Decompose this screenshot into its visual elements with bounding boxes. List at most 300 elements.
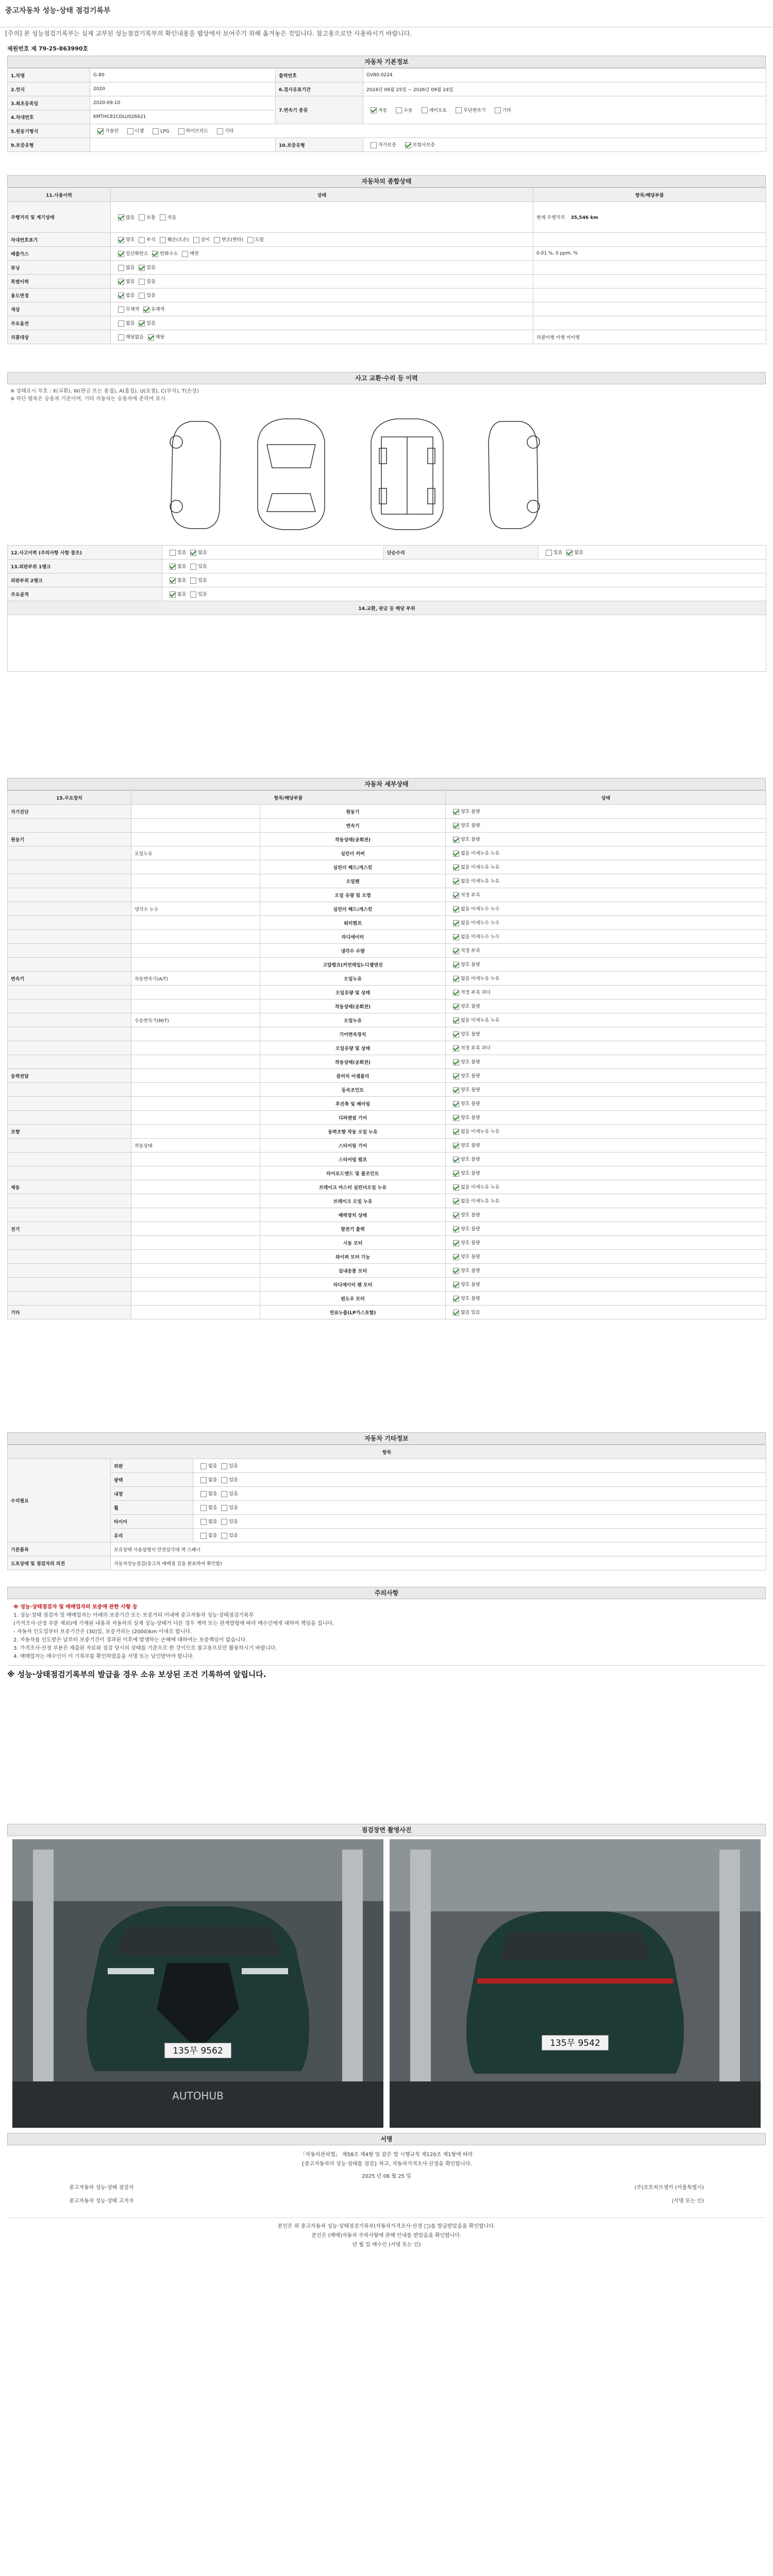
- car-name-value: G-80: [90, 69, 276, 82]
- table-row: [8, 1125, 766, 1139]
- detail-status-text: 없음 미세누유 누유: [461, 976, 500, 982]
- table-row: [8, 1543, 766, 1556]
- extra-options: 없음 있음: [193, 1529, 766, 1543]
- overview-label: 색상: [8, 302, 111, 316]
- detail-status: [446, 1111, 766, 1125]
- detail-section: [0, 778, 773, 1319]
- detail-item: 오일유량 및 상태: [260, 1041, 446, 1055]
- detail-item: 오일유량 및 상태: [260, 986, 446, 999]
- table-row: [8, 587, 766, 601]
- detail-subgroup: [131, 1278, 260, 1292]
- detail-subgroup: [131, 1236, 260, 1250]
- checkbox-icon: [182, 251, 188, 257]
- detail-status: [446, 1027, 766, 1041]
- detail-status-text: 양호 불량: [461, 1101, 480, 1107]
- detail-subgroup: [131, 1166, 260, 1180]
- detail-status-text: 양호 불량: [461, 1296, 480, 1302]
- table-row: [8, 972, 766, 986]
- detail-status: [446, 1153, 766, 1166]
- detail-subgroup: [131, 1153, 260, 1166]
- overview-options: 많음 보통 적음: [111, 202, 533, 233]
- checkbox-icon: [396, 107, 402, 113]
- table-row: [8, 1111, 766, 1125]
- overview-note: [533, 302, 766, 316]
- check-icon: [453, 851, 459, 857]
- detail-status: [446, 833, 766, 846]
- checkbox-icon: [200, 1519, 207, 1525]
- detail-status: [446, 805, 766, 819]
- transmission-options: [363, 96, 766, 124]
- table-row: [8, 202, 766, 233]
- table-row: [8, 1083, 766, 1097]
- fuel-option[interactable]: LPG: [148, 128, 169, 134]
- overview-options: 없음 있음: [111, 275, 533, 289]
- table-row: [8, 819, 766, 833]
- overview-label: 특별이력: [8, 275, 111, 289]
- detail-item: 작동상태(공회전): [260, 833, 446, 846]
- detail-status: [446, 1166, 766, 1180]
- fuel-option[interactable]: 가솔린: [93, 127, 119, 134]
- detail-group: [8, 1250, 131, 1264]
- detail-status-text: 없음 미세누유 누유: [461, 1185, 500, 1191]
- signature-line: 「자동차관리법」 제58조 제4항 및 같은 법 시행규칙 제120조 제1항에 따라: [300, 2152, 473, 2158]
- checkbox-icon: [200, 1477, 207, 1483]
- check-icon: [453, 920, 459, 926]
- overview-note: [533, 316, 766, 330]
- detail-group: 조향: [8, 1125, 131, 1139]
- warranty-type-label: 10.보증유형: [276, 138, 363, 152]
- table-row: [8, 573, 766, 587]
- detail-subgroup: [131, 1208, 260, 1222]
- check-icon: [170, 564, 176, 570]
- opinion-value: 자동차성능점검(중고차 매매점 검을 완료하여 확인함): [111, 1556, 766, 1570]
- detail-group: 제동: [8, 1180, 131, 1194]
- car-outline-diagram: [129, 406, 644, 540]
- detail-group: [8, 1278, 131, 1292]
- detail-group: [8, 1139, 131, 1153]
- detail-group: [8, 1111, 131, 1125]
- detail-group: [8, 916, 131, 930]
- rear-car-image: [390, 1839, 761, 2128]
- detail-group: [8, 1041, 131, 1055]
- rear-plate-text: 135무 9542: [550, 2038, 600, 2048]
- check-icon: [453, 1143, 459, 1149]
- checkbox-icon: [139, 279, 145, 285]
- table-row: [8, 902, 766, 916]
- first-reg-label: 3.최초등록일: [8, 96, 90, 110]
- detail-subgroup: [131, 930, 260, 944]
- check-icon: [453, 948, 459, 954]
- accident-section: [0, 372, 773, 672]
- detail-group: [8, 1292, 131, 1306]
- detail-status: [446, 986, 766, 999]
- extra-title: 자동차 기타정보: [7, 1432, 766, 1445]
- confirm-line: 본인은 (매매)자동차 주차사항에 관해 안내를 받았음을 확인합니다.: [311, 2233, 462, 2239]
- detail-status: [446, 1236, 766, 1250]
- detail-group: 자기진단: [8, 805, 131, 819]
- overview-options: 일산화탄소 탄화수소 매연: [111, 247, 533, 261]
- overview-header: 11.사용이력: [8, 188, 111, 202]
- caution-heading: ※ 성능·상태점검자 및 매매업자의 보증에 관한 사항 등: [13, 1604, 138, 1610]
- checkbox-icon: [546, 550, 552, 556]
- checkbox-icon: [221, 1505, 227, 1511]
- detail-group: [8, 860, 131, 874]
- detail-subgroup: 수동변속기(M/T): [131, 1013, 260, 1027]
- detail-subgroup: 자동변속기(A/T): [131, 972, 260, 986]
- detail-status-text: 양호 불량: [461, 1074, 480, 1079]
- check-icon: [190, 550, 196, 556]
- transmission-option[interactable]: 기타: [491, 107, 511, 114]
- transmission-option[interactable]: 자동: [366, 107, 387, 114]
- table-row: [8, 1501, 766, 1515]
- table-row: [8, 1556, 766, 1570]
- mileage-value: 35,546 km: [570, 215, 598, 221]
- detail-subgroup: [131, 819, 260, 833]
- check-icon: [453, 1310, 459, 1316]
- detail-status-text: 없음 미세누유 누유: [461, 865, 500, 871]
- table-row: [8, 1180, 766, 1194]
- check-icon: [118, 237, 124, 243]
- table-row: [8, 833, 766, 846]
- front-car-image: [12, 1839, 383, 2128]
- detail-item: 실린더 커버: [260, 846, 446, 860]
- document-number-value: 79-25-863990호: [38, 45, 89, 52]
- detail-item: 발전기 출력: [260, 1222, 446, 1236]
- extra-options: 없음 있음: [193, 1487, 766, 1501]
- table-row: [8, 1097, 766, 1111]
- overview-label: 주행거리 및 계기상태: [8, 202, 111, 233]
- check-icon: [453, 823, 459, 829]
- caution-notes: [7, 1599, 766, 1666]
- table-row: [8, 999, 766, 1013]
- extra-section: [0, 1432, 773, 1570]
- accident-label: 13.외판부위 1랭크: [8, 560, 162, 573]
- detail-status: [446, 1278, 766, 1292]
- overview-note: [533, 261, 766, 275]
- table-row: [8, 791, 766, 805]
- warranty-options: [363, 138, 766, 152]
- transmission-option[interactable]: 수동: [392, 107, 412, 114]
- transmission-option[interactable]: 무단변속기: [451, 107, 485, 114]
- legend-line: ※ 하단 항목은 승용차 기준이며, 기타 자동차는 승용차에 준하여 표시: [10, 396, 165, 402]
- detail-status: [446, 1264, 766, 1278]
- check-icon: [453, 1296, 459, 1302]
- detail-group: [8, 930, 131, 944]
- detail-item: 오일누유: [260, 972, 446, 986]
- table-row: [8, 1445, 766, 1459]
- recall-label: 리콜이행: [536, 335, 554, 341]
- detail-header: 상태: [446, 791, 766, 805]
- check-icon: [453, 1171, 459, 1177]
- fuel-option[interactable]: 하이브리드: [174, 127, 208, 134]
- checkbox-icon: [139, 237, 145, 243]
- first-reg-value: 2020-09-10: [90, 96, 276, 110]
- check-icon: [453, 1129, 459, 1135]
- caution-line: (가격조사·산정 부분 제외)에 기재된 내용과 자동차의 실제 성능·상태가 다른 경우 계약 또는 관계법령에 따라 매수인에게 대하여 책임을 집니다.: [13, 1621, 334, 1626]
- checkbox-icon: [118, 320, 124, 327]
- detail-subgroup: [131, 888, 260, 902]
- detail-subgroup: [131, 860, 260, 874]
- front-photo: [12, 1839, 383, 2128]
- detail-item: 연료누출(LP가스포함): [260, 1306, 446, 1319]
- detail-subgroup: [131, 1264, 260, 1278]
- check-icon: [152, 251, 158, 257]
- detail-group: [8, 1264, 131, 1278]
- extra-item: 외판: [111, 1459, 193, 1473]
- detail-item: 워터펌프: [260, 916, 446, 930]
- detail-status: [446, 1097, 766, 1111]
- table-row: [8, 1222, 766, 1236]
- table-row: [8, 986, 766, 999]
- table-row: [8, 601, 766, 615]
- detail-status-text: 양호 불량: [461, 1171, 480, 1177]
- detail-status: [446, 888, 766, 902]
- checkbox-icon: [200, 1533, 207, 1539]
- detail-item: 작동상태(공회전): [260, 1055, 446, 1069]
- detail-group: [8, 846, 131, 860]
- dealer-row: [7, 2195, 766, 2208]
- overview-header: 항목/해당부품: [533, 188, 766, 202]
- detail-status: [446, 1125, 766, 1139]
- diagram-legend: [0, 384, 773, 406]
- detail-status: [446, 1306, 766, 1319]
- check-icon: [453, 809, 459, 815]
- detail-subgroup: [131, 944, 260, 958]
- year-label: 2.연식: [8, 82, 90, 96]
- overview-label: 리콜대상: [8, 330, 111, 344]
- replaced-parts-area: [8, 615, 766, 672]
- detail-subgroup: [131, 1306, 260, 1319]
- check-icon: [453, 976, 459, 982]
- detail-status: [446, 1013, 766, 1027]
- recall-value: 이행 미이행: [556, 335, 580, 341]
- check-icon: [453, 1045, 459, 1052]
- detail-status: [446, 972, 766, 986]
- detail-subgroup: [131, 1069, 260, 1083]
- check-icon: [405, 142, 411, 148]
- simple-repair-label: 단순수리: [384, 546, 539, 560]
- detail-group: [8, 902, 131, 916]
- table-row: [8, 1194, 766, 1208]
- detail-status: [446, 1041, 766, 1055]
- check-icon: [566, 550, 573, 556]
- detail-status: [446, 999, 766, 1013]
- detail-status: [446, 958, 766, 972]
- detail-subgroup: [131, 1041, 260, 1055]
- caution-line: 2. 자동차를 인도받은 날부터 보증기간이 경과된 이후에 발생하는 손해에 대하여는 보증책임이 없습니다.: [13, 1637, 247, 1643]
- detail-status: [446, 1055, 766, 1069]
- detail-subgroup: [131, 1027, 260, 1041]
- overview-options: 무채색 유채색: [111, 302, 533, 316]
- car-diagram: [0, 406, 773, 545]
- checkbox-icon: [200, 1505, 207, 1511]
- detail-group: [8, 958, 131, 972]
- detail-status-text: 양호 불량: [461, 1032, 480, 1038]
- overview-note: [533, 233, 766, 247]
- table-row: [8, 560, 766, 573]
- caution-line: - 자동차 인도일부터 보증기간은 (30)일, 보증거리는 (2000)km 이내로 합니다.: [13, 1629, 192, 1635]
- check-icon: [453, 1282, 459, 1288]
- checkbox-icon: [247, 237, 254, 243]
- detail-status: [446, 902, 766, 916]
- detail-status: [446, 944, 766, 958]
- basic-info-section: [0, 56, 773, 152]
- photos-title: 점검장면 촬영사진: [7, 1824, 766, 1836]
- checkbox-icon: [200, 1491, 207, 1497]
- opinion-label: 도포상태 및 점검자의 의견: [8, 1556, 111, 1570]
- detail-status-text: 양호 불량: [461, 823, 480, 829]
- print-no-value: GV80-0224: [363, 69, 766, 82]
- detail-status: [446, 819, 766, 833]
- detail-item: 클러치 어셈블리: [260, 1069, 446, 1083]
- check-icon: [139, 265, 145, 271]
- detail-item: 실린더 헤드/개스킷: [260, 860, 446, 874]
- vin-value: KMTHC81CDLU026621: [90, 110, 276, 124]
- table-row: [8, 69, 766, 82]
- detail-item: 윈도우 모터: [260, 1292, 446, 1306]
- overview-label: 주요옵션: [8, 316, 111, 330]
- detail-group: [8, 1013, 131, 1027]
- detail-item: 스티어링 펌프: [260, 1153, 446, 1166]
- table-row: [8, 302, 766, 316]
- detail-item: 와이퍼 모터 기능: [260, 1250, 446, 1264]
- detail-group: [8, 986, 131, 999]
- basic-items-value: 보유상태 사용설명서 안전삼각대 잭 스패너: [111, 1543, 766, 1556]
- detail-status-text: 양호 불량: [461, 837, 480, 843]
- check-icon: [453, 1073, 459, 1079]
- checkbox-icon: [422, 107, 428, 113]
- signature-date: 2025 년 06 월 25 일: [362, 2174, 411, 2179]
- detail-item: 브레이크 오일 누유: [260, 1194, 446, 1208]
- table-row: [8, 805, 766, 819]
- detail-group: [8, 1166, 131, 1180]
- basic-info-table: [7, 68, 766, 152]
- checkbox-icon: [193, 237, 199, 243]
- checkbox-icon: [214, 237, 220, 243]
- detail-item: 라디에이터: [260, 930, 446, 944]
- extra-item: 휠: [111, 1501, 193, 1515]
- detail-group: [8, 1027, 131, 1041]
- check-icon: [453, 1254, 459, 1260]
- table-row: [8, 615, 766, 672]
- overview-table: [7, 188, 766, 344]
- vin-label: 4.차대번호: [8, 110, 90, 124]
- replaced-parts-title: 14.교환, 판금 등 해당 부위: [8, 601, 766, 615]
- detail-subgroup: [131, 1194, 260, 1208]
- fuel-option[interactable]: 기타: [213, 127, 233, 134]
- table-row: [8, 124, 766, 138]
- overview-label: 튜닝: [8, 261, 111, 275]
- table-row: [8, 1166, 766, 1180]
- detail-title: 자동차 세부상태: [7, 778, 766, 790]
- signature-area: [7, 2145, 766, 2250]
- detail-group: [8, 1097, 131, 1111]
- check-icon: [453, 1087, 459, 1093]
- table-row: [8, 930, 766, 944]
- detail-status-text: 양호 불량: [461, 1282, 480, 1288]
- table-row: [8, 1069, 766, 1083]
- checkbox-icon: [127, 128, 133, 134]
- detail-subgroup: [131, 1097, 260, 1111]
- detail-status: [446, 916, 766, 930]
- detail-status-text: 없음 미세누수 누수: [461, 907, 500, 912]
- table-row: [8, 330, 766, 344]
- checkbox-icon: [190, 578, 196, 584]
- detail-item: 냉각수 수량: [260, 944, 446, 958]
- caution-title: 주의사항: [7, 1587, 766, 1599]
- extra-item: 광택: [111, 1473, 193, 1487]
- basic-items-label: 기본품목: [8, 1543, 111, 1556]
- check-icon: [453, 1157, 459, 1163]
- detail-item: 브레이크 마스터 실린더오일 누유: [260, 1180, 446, 1194]
- checkbox-icon: [118, 307, 124, 313]
- check-icon: [453, 1115, 459, 1121]
- detail-item: 시동 모터: [260, 1236, 446, 1250]
- check-icon: [453, 1031, 459, 1038]
- caution-line: 3. 가격조사·산정 부분은 제출된 자료와 점검 당시의 상태를 기준으로 한 것이므로 참고용으로만 활용하시기 바랍니다.: [13, 1646, 277, 1651]
- detail-subgroup: [131, 1180, 260, 1194]
- overview-note: [533, 275, 766, 289]
- table-row: [8, 1292, 766, 1306]
- detail-group: 전기: [8, 1222, 131, 1236]
- checkbox-icon: [221, 1477, 227, 1483]
- check-icon: [371, 107, 377, 113]
- checkbox-icon: [178, 128, 184, 134]
- buyer-sign-line: 년 월 일 매수인 (서명 또는 인): [352, 2242, 421, 2248]
- detail-status-text: 양호 불량: [461, 1255, 480, 1260]
- detail-item: 스티어링 기어: [260, 1139, 446, 1153]
- checkbox-icon: [190, 591, 196, 598]
- table-row: [8, 1208, 766, 1222]
- extra-item: 내장: [111, 1487, 193, 1501]
- detail-item: 라디에이터 팬 모터: [260, 1278, 446, 1292]
- detail-item: 기어변속장치: [260, 1027, 446, 1041]
- detail-subgroup: [131, 1125, 260, 1139]
- detail-status-text: 없음 미세누유 누유: [461, 851, 500, 857]
- table-row: [8, 247, 766, 261]
- overview-label: 차대번호표기: [8, 233, 111, 247]
- detail-status-text: 양호 불량: [461, 1213, 480, 1218]
- check-icon: [453, 1059, 459, 1065]
- extra-options: 없음 있음: [193, 1515, 766, 1529]
- detail-group: [8, 819, 131, 833]
- inspector-row: [7, 2181, 766, 2195]
- signature-title: 서명: [7, 2133, 766, 2145]
- table-row: [8, 1264, 766, 1278]
- detail-status-text: 양호 불량: [461, 1227, 480, 1232]
- detail-item: 배력장치 상태: [260, 1208, 446, 1222]
- check-icon: [97, 128, 104, 134]
- check-icon: [143, 307, 149, 313]
- detail-subgroup: [131, 1055, 260, 1069]
- transmission-option[interactable]: 세미오토: [417, 107, 447, 114]
- table-row: [8, 1153, 766, 1166]
- warranty-option[interactable]: 자가보증: [366, 141, 396, 148]
- detail-item: 오일누유: [260, 1013, 446, 1027]
- detail-item: 디퍼렌셜 기어: [260, 1111, 446, 1125]
- validity-value: 2024년 09월 25일 ~ 2026년 09월 24일: [363, 82, 766, 96]
- document-title: 중고자동차 성능·상태 점검기록부: [5, 7, 111, 15]
- check-icon: [453, 1226, 459, 1232]
- warranty-option[interactable]: 보험사보증: [401, 141, 435, 148]
- rear-photo: [390, 1839, 761, 2128]
- basic-info-title: 자동차 기본정보: [7, 56, 766, 68]
- fuel-option[interactable]: 디젤: [123, 127, 144, 134]
- validity-label: 6.검사유효기간: [276, 82, 363, 96]
- detail-subgroup: [131, 1250, 260, 1264]
- accident-table: [7, 545, 766, 672]
- detail-item: 변속기: [260, 819, 446, 833]
